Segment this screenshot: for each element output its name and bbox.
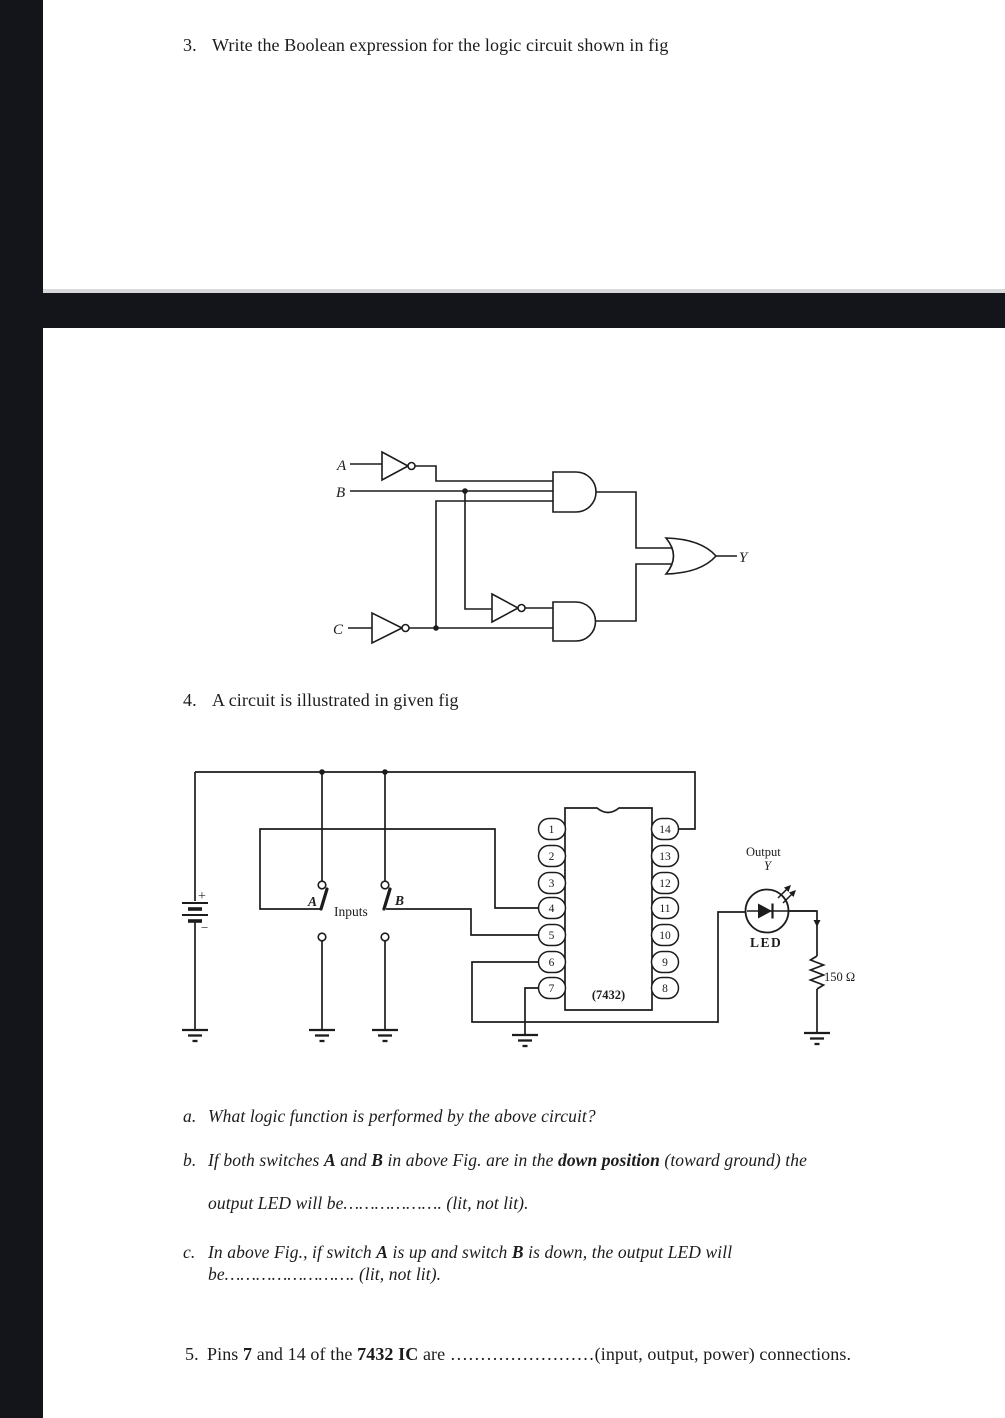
scan-page-break-band [0,293,1005,328]
sub-b-line2-text: output LED will be………………. (lit, not lit). [208,1193,529,1213]
pin-8-number: 8 [662,983,668,995]
sub-c-line2-text: be……………………. (lit, not lit). [208,1264,442,1284]
sub-b-seg-1: A [323,1150,336,1170]
ground-pin7 [512,1035,538,1046]
wire-pin7-to-ground [525,988,538,1035]
sub-b-seg-4: in above Fig. are in the [383,1150,558,1170]
sub-c-seg-3: B [511,1242,524,1262]
switch-b-upper-contact [381,881,389,889]
question-5-number: 5. [185,1344,199,1364]
switch-b-label: B [395,893,405,908]
sub-b-seg-0: If both switches [208,1150,324,1170]
q5-seg-6: (input, output, power) connections. [594,1344,852,1364]
sub-a-label: a. [183,1106,197,1126]
scan-border-left-bar [0,0,43,1418]
switch-b-lever [384,889,390,909]
q5-seg-0: Pins [207,1344,244,1364]
junction-dot-b [462,488,468,494]
sub-question-c-line2 [208,1264,441,1285]
sub-question-b-line2 [208,1193,529,1214]
not-gate-a [382,452,408,480]
label-input-b: B [336,485,346,501]
sub-b-seg-3: B [371,1150,383,1170]
switch-a-upper-contact [318,881,326,889]
sub-b-seg-5: down position [557,1150,660,1170]
and-gate-2 [553,602,596,641]
wire-and2-to-or [595,564,672,621]
switch-a-symbol [318,881,327,941]
battery-plus-label: + [198,889,206,904]
pin-3-number: 3 [548,878,555,890]
pin-14-number: 14 [659,824,671,836]
logic-circuit-figure [330,445,760,660]
wire-led-to-resistor [788,911,817,956]
resistor-zigzag [811,956,824,989]
output-label: Output [746,845,781,859]
ground-resistor [804,1033,830,1044]
switch-a-lower-contact [318,933,326,941]
pin-13-number: 13 [659,851,671,863]
q5-seg-5: …………………… [449,1344,595,1364]
not-gate-c-bubble [402,625,409,632]
and-gate-1 [553,472,596,512]
ground-switch-b [372,1030,398,1041]
sub-b-seg-6: (toward ground) the [659,1150,807,1170]
output-y-label: Y [764,859,771,873]
q5-seg-1: 7 [243,1344,253,1364]
sub-question-a [183,1106,596,1127]
q5-seg-4: are [418,1344,450,1364]
wire-and1-to-or [596,492,672,548]
junction-dot-rail-b [382,769,388,775]
pin-6-number: 6 [548,957,555,969]
sub-b-label: b. [183,1150,197,1170]
not-gate-a-bubble [408,463,415,470]
switch-b-lower-contact [381,933,389,941]
pin-10-number: 10 [659,930,671,942]
label-input-c: C [333,622,344,638]
wire-switch-b-to-pin5 [386,909,538,935]
sub-c-seg-0: In above Fig., if switch [208,1242,377,1262]
not-gate-b-branch [492,594,518,622]
or-gate [666,538,716,574]
junction-dot-c [433,625,439,631]
label-input-a: A [337,458,347,474]
question-3-text: Write the Boolean expression for the logic circuit shown in fig [212,35,669,55]
wire-b-branch-to-not2 [465,491,492,609]
q5-seg-3: 7432 IC [357,1344,419,1364]
wire-not-a-to-and1 [415,466,553,481]
sub-a-text: What logic function is performed by the above circuit? [208,1106,596,1126]
sub-b-seg-2: and [335,1150,372,1170]
switch-b-symbol [381,881,390,941]
current-direction-arrow [814,920,821,927]
led-label: LED [750,935,783,950]
question-4-text: A circuit is illustrated in given fig [212,690,459,710]
ground-switch-a [309,1030,335,1041]
pin-2-number: 2 [548,851,555,863]
pin-9-number: 9 [662,957,668,969]
pin-1-number: 1 [548,824,555,836]
ic-body [565,808,652,1010]
pin-7-number: 7 [548,983,555,995]
switch-a-lever [321,889,327,909]
pin-12-number: 12 [659,878,671,890]
question-4-number: 4. [183,690,197,710]
ic-name-label: (7432) [591,988,626,1002]
label-output-y: Y [739,550,748,566]
not-gate-c [372,613,402,643]
sub-question-c-line1 [183,1242,732,1263]
sub-question-b-line1 [183,1150,807,1171]
pin-4-number: 4 [548,903,555,915]
led-symbol [746,885,817,933]
question-3 [183,35,668,56]
question-5 [185,1344,851,1365]
battery-minus-label: − [201,920,209,935]
question-4 [183,690,459,711]
q5-seg-2: and 14 of the [252,1344,358,1364]
ground-symbols [182,1030,830,1046]
sub-c-seg-2: is up and switch [388,1242,512,1262]
ground-battery [182,1030,208,1041]
inputs-label: Inputs [334,904,368,919]
pin-5-number: 5 [548,930,555,942]
question-3-number: 3. [183,35,197,55]
ic-circuit-wires [195,772,817,1035]
resistor-value-label: 150 Ω [824,970,856,984]
sub-c-seg-1: A [376,1242,389,1262]
switch-a-label: A [308,894,318,909]
battery-symbol [182,903,208,921]
sub-c-label: c. [183,1242,196,1262]
pin-11-number: 11 [659,903,671,915]
junction-dot-rail-a [319,769,325,775]
not-gate-b-bubble [518,605,525,612]
ic-circuit-figure [160,755,880,1060]
sub-c-seg-4: is down, the output LED will [523,1242,733,1262]
